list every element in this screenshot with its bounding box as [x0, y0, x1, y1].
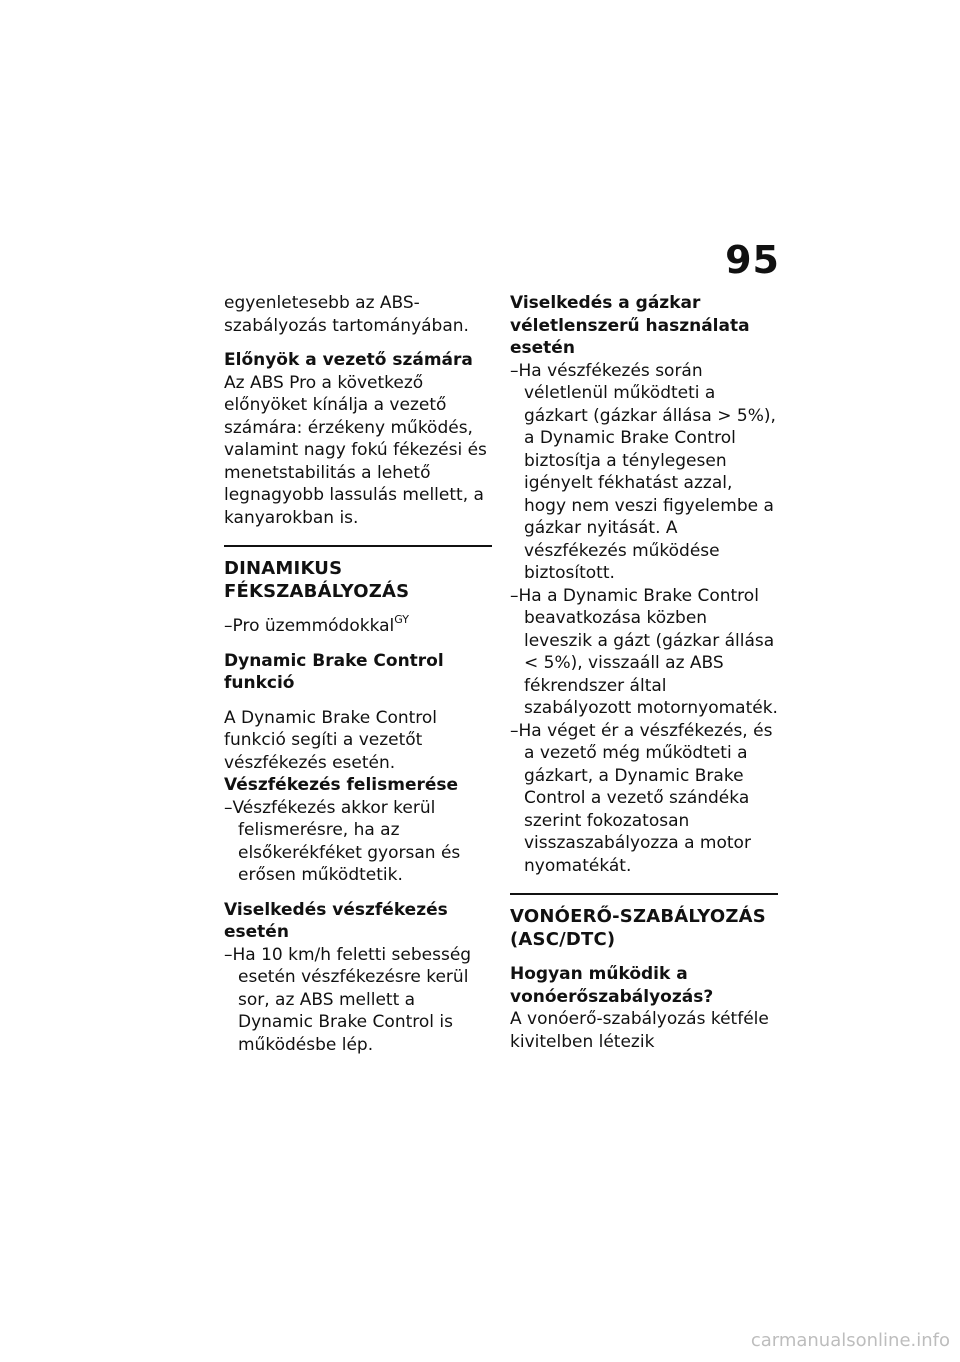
section-heading-traction-control: VONÓERŐ-SZABÁLYOZÁS (ASC/DTC)	[510, 906, 766, 950]
section-divider	[510, 893, 778, 895]
detect-list-item	[224, 797, 492, 887]
dash: –	[510, 585, 519, 606]
left-column	[224, 292, 492, 1056]
throttle-heading: Viselkedés a gázkar véletlenszerű használata esetén	[510, 293, 750, 358]
how-heading: Hogyan működik a vonóerőszabályozás?	[510, 964, 714, 1007]
page-number: 95	[725, 238, 780, 282]
dbc-heading: Dynamic Brake Control funkció	[224, 650, 444, 693]
right-column	[510, 292, 778, 1053]
throttle-list-item-3	[510, 720, 778, 878]
dash: –	[510, 360, 519, 381]
dbc-paragraph: A Dynamic Brake Control funkció segíti a vezetőt vészfékezés esetén.	[224, 707, 438, 773]
throttle-text-3: Ha véget ér a vészfékezés, és a vezető még működteti a gázkart, a Dynamic Brake Control a vezető szándéka szerint fokozatosan visszaszabályozza a motor nyomatékát.	[518, 720, 773, 876]
throttle-text-1: Ha vészfékezés során véletlenül működteti a gázkart (gázkar állása > 5%), a Dynamic Brake Control biztosítja a ténylegesen igényelt fékhatást azzal, hogy nem veszi figyelembe a gázkar nyitását. A vészfékezés működése biztosított.	[518, 360, 776, 583]
dash: –	[224, 616, 233, 636]
dash: –	[510, 720, 519, 741]
behaviour-heading: Viselkedés vészfékezés esetén	[224, 899, 448, 942]
benefits-paragraph: Az ABS Pro a következő előnyöket kínálja a vezető számára: érzékeny működés, valamint nagy fokú fékezési és menetstabilitás a lehető legnagyobb lassulás mellett, a kanyarokban is.	[224, 372, 487, 528]
dash: –	[224, 797, 233, 818]
section-heading-dynamic-brake: DINAMIKUS FÉKSZABÁLYOZÁS	[224, 558, 410, 602]
mode-text: Pro üzemmódokkal	[232, 616, 395, 636]
benefits-heading: Előnyök a vezető számára	[224, 350, 473, 370]
behaviour-text: Ha 10 km/h feletti sebesség esetén vészfékezésre kerül sor, az ABS mellett a Dynamic Brake Control is működésbe lép.	[232, 944, 472, 1055]
behaviour-list-item	[224, 944, 492, 1057]
dash: –	[224, 944, 233, 965]
watermark: carmanualsonline.info	[750, 1330, 950, 1351]
mode-note	[224, 615, 492, 638]
throttle-text-2: Ha a Dynamic Brake Control beavatkozása közben leveszik a gázt (gázkar állása < 5%), visszaáll az ABS fékrendszer által szabályozott motornyomaték.	[518, 585, 778, 718]
detect-text: Vészfékezés akkor kerül felismerésre, ha az elsőkerékféket gyorsan és erősen működtetik.	[232, 797, 461, 885]
mode-superscript: GY	[394, 613, 409, 626]
how-paragraph: A vonóerő-szabályozás kétféle kivitelben létezik	[510, 1009, 769, 1052]
intro-paragraph: egyenletesebb az ABS-szabályozás tartományában.	[224, 293, 469, 336]
detect-heading: Vészfékezés felismerése	[224, 775, 459, 795]
throttle-list-item-2	[510, 585, 778, 720]
section-divider	[224, 545, 492, 547]
throttle-list-item-1	[510, 360, 778, 585]
